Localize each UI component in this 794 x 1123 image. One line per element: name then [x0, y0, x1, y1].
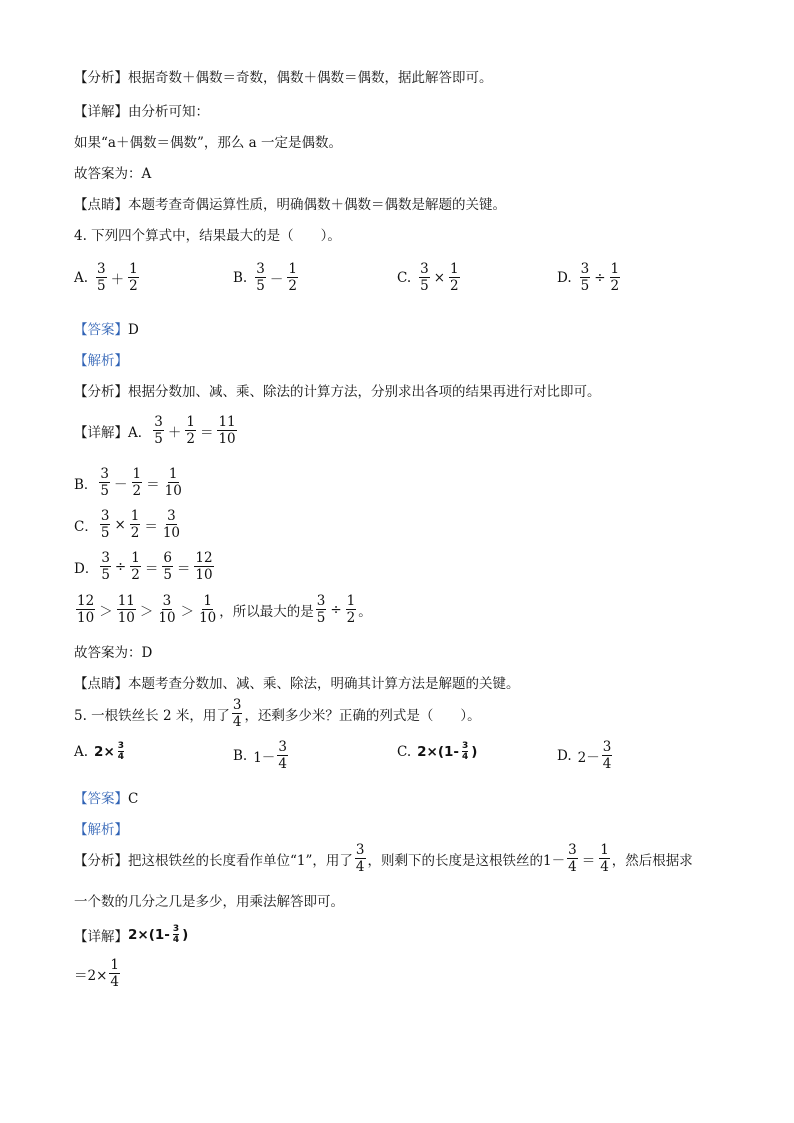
answer-label: 【答案】 [74, 791, 128, 807]
fraction: $\frac{3}{5}$ [256, 261, 265, 295]
compare-text: ，所以最大的是 [219, 603, 314, 620]
fraction: $\frac{1}{2}$ [288, 261, 297, 295]
step-text: ＝2× [74, 967, 108, 984]
comment-text: 本题考查分数加、减、乘、除法，明确其计算方法是解题的关键。 [128, 676, 520, 692]
operator: ÷ [594, 269, 606, 286]
q4-compare [74, 594, 372, 625]
fraction: $\frac{3}{5}$ [316, 593, 326, 627]
analysis-text: 根据分数加、减、乘、除法的计算方法，分别求出各项的结果再进行对比即可。 [128, 384, 601, 400]
fraction: $\frac{11}{10}$ [117, 593, 135, 627]
stem-text: ，还剩多少米？正确的列式是（ ）。 [244, 707, 481, 724]
option-expr: 2×(1- [417, 744, 460, 761]
analysis-text: ，则剩下的长度是这根铁丝的 [367, 852, 543, 869]
q3-detail-line: 如果“a＋偶数＝偶数”，那么 a 一定是偶数。 [74, 135, 342, 151]
detail-expr: 2×(1- [128, 927, 170, 944]
fraction: $\frac{3}{5}$ [97, 261, 106, 295]
period: 。 [358, 603, 372, 620]
option-expr-close: ) [471, 744, 478, 761]
operator: ＋ [110, 271, 125, 288]
operator: × [114, 516, 126, 533]
fraction: $\frac{3}{4}$ [602, 739, 612, 773]
result-fraction: $\frac{11}{10}$ [218, 414, 236, 448]
q4-option-d [557, 262, 622, 293]
fraction: $\frac{3}{10}$ [158, 593, 176, 627]
option-label: C. [397, 744, 412, 761]
fraction: $\frac{3}{4}$ [462, 741, 469, 763]
analysis-expr: 1－ [543, 852, 566, 869]
result-fraction: $\frac{12}{10}$ [195, 550, 213, 584]
fraction: $\frac{3}{5}$ [154, 414, 163, 448]
q4-stem: 4. 下列四个算式中，结果最大的是（ ）。 [74, 228, 341, 244]
fraction: $\frac{3}{5}$ [100, 508, 110, 542]
option-label: B. [233, 269, 248, 286]
fraction: $\frac{1}{10}$ [199, 593, 217, 627]
fraction: $\frac{3}{5}$ [420, 261, 429, 295]
fraction: $\frac{1}{4}$ [110, 957, 119, 991]
fraction: $\frac{3}{4}$ [568, 842, 577, 876]
stem-text: 5. 一根铁丝长 2 米，用了 [74, 707, 230, 724]
q5-option-c [397, 742, 477, 763]
q3-comment-label: 【点睛】 [74, 197, 128, 213]
fraction: $\frac{3}{4}$ [172, 924, 180, 946]
q4-answer [74, 318, 139, 338]
q5-step [74, 958, 122, 989]
option-label: B. [233, 747, 248, 764]
q3-detail-label: 【详解】 [74, 104, 128, 120]
operator: － [114, 476, 128, 493]
q5-option-d [557, 740, 614, 771]
q5-jiexi: 【解析】 [74, 822, 128, 838]
operator: ＋ [167, 424, 182, 441]
analysis-label: 【分析】 [74, 384, 128, 400]
q4-work-b [74, 467, 185, 498]
option-label: D. [557, 269, 572, 286]
q5-option-a [74, 742, 127, 763]
q5-detail [74, 925, 188, 946]
q3-comment-text: 本题考查奇偶运算性质，明确偶数＋偶数＝偶数是解题的关键。 [128, 197, 506, 213]
fraction: $\frac{3}{5}$ [100, 466, 110, 500]
middle-fraction: $\frac{6}{5}$ [163, 550, 172, 584]
operator: ÷ [330, 601, 342, 618]
q4-analysis [74, 380, 601, 400]
q4-option-c [397, 262, 462, 293]
detail-expr-close: ) [182, 927, 189, 944]
option-label: A. [74, 744, 89, 761]
greater-than: ＞ [180, 603, 195, 620]
operator: ÷ [114, 558, 127, 575]
operator: － [269, 271, 284, 288]
analysis-label: 【分析】 [74, 852, 128, 869]
option-expr: 2－ [577, 749, 600, 766]
option-label: C. [397, 269, 412, 286]
q4-final: 故答案为：D [74, 645, 153, 661]
analysis-text: ，然后根据求 [611, 852, 693, 869]
q5-answer [74, 787, 138, 807]
equals: ＝ [144, 518, 158, 535]
q3-answer: 故答案为：A [74, 166, 152, 182]
option-label: A. [74, 269, 89, 286]
fraction: $\frac{1}{2}$ [450, 261, 459, 295]
q3-detail [74, 100, 209, 120]
fraction: $\frac{1}{2}$ [346, 593, 356, 627]
answer-value: C [128, 791, 139, 807]
q3-detail-text: 由分析可知： [128, 104, 209, 120]
q3-analysis: 【分析】根据奇数＋偶数＝奇数，偶数＋偶数＝偶数，据此解答即可。 [74, 70, 493, 86]
q4-option-a [74, 262, 141, 293]
fraction: $\frac{1}{2}$ [129, 261, 138, 295]
option-expr: 2× [94, 744, 115, 761]
work-label: D． [74, 560, 99, 577]
q3-comment [74, 193, 506, 213]
equals: ＝ [144, 560, 159, 577]
greater-than: ＞ [139, 603, 154, 620]
q5-option-b [233, 740, 290, 771]
result-fraction: $\frac{3}{10}$ [162, 508, 181, 542]
q4-work-a [74, 415, 239, 446]
q4-work-c [74, 509, 183, 540]
q4-comment [74, 672, 520, 692]
equals: ＝ [199, 424, 214, 441]
answer-label: 【答案】 [74, 322, 128, 338]
q5-stem [74, 698, 481, 729]
work-label: B． [74, 476, 98, 493]
fraction: $\frac{1}{2}$ [610, 261, 620, 295]
fraction: $\frac{1}{2}$ [130, 508, 140, 542]
q4-work-d [74, 551, 216, 582]
fraction: $\frac{1}{4}$ [600, 842, 609, 876]
analysis-text: 把这根铁丝的长度看作单位“1”，用了 [128, 852, 353, 869]
fraction: $\frac{3}{4}$ [278, 739, 287, 773]
equals: ＝ [176, 560, 191, 577]
option-expr: 1－ [253, 749, 276, 766]
fraction: $\frac{3}{5}$ [580, 261, 590, 295]
fraction: $\frac{3}{5}$ [101, 550, 110, 584]
fraction: $\frac{1}{2}$ [131, 550, 140, 584]
comment-label: 【点睛】 [74, 676, 128, 692]
operator: × [433, 269, 446, 286]
greater-than: ＞ [99, 603, 113, 620]
work-label: C． [74, 518, 98, 535]
fraction: $\frac{1}{2}$ [186, 414, 195, 448]
equals: ＝ [581, 852, 596, 869]
fraction: $\frac{3}{4}$ [355, 842, 365, 876]
q4-option-b [233, 262, 300, 293]
answer-value: D [128, 322, 139, 338]
option-label: D. [557, 747, 572, 764]
q4-jiexi: 【解析】 [74, 353, 128, 369]
equals: ＝ [146, 476, 160, 493]
fraction: $\frac{3}{4}$ [232, 697, 242, 731]
result-fraction: $\frac{1}{10}$ [164, 466, 182, 500]
fraction: $\frac{1}{2}$ [132, 466, 142, 500]
detail-label: 【详解】 [74, 424, 128, 441]
work-label: A． [128, 424, 152, 441]
fraction: $\frac{3}{4}$ [117, 741, 125, 763]
q5-analysis [74, 843, 693, 874]
fraction: $\frac{12}{10}$ [77, 593, 95, 627]
detail-label: 【详解】 [74, 929, 128, 946]
q5-analysis-line2: 一个数的几分之几是多少，用乘法解答即可。 [74, 894, 344, 910]
